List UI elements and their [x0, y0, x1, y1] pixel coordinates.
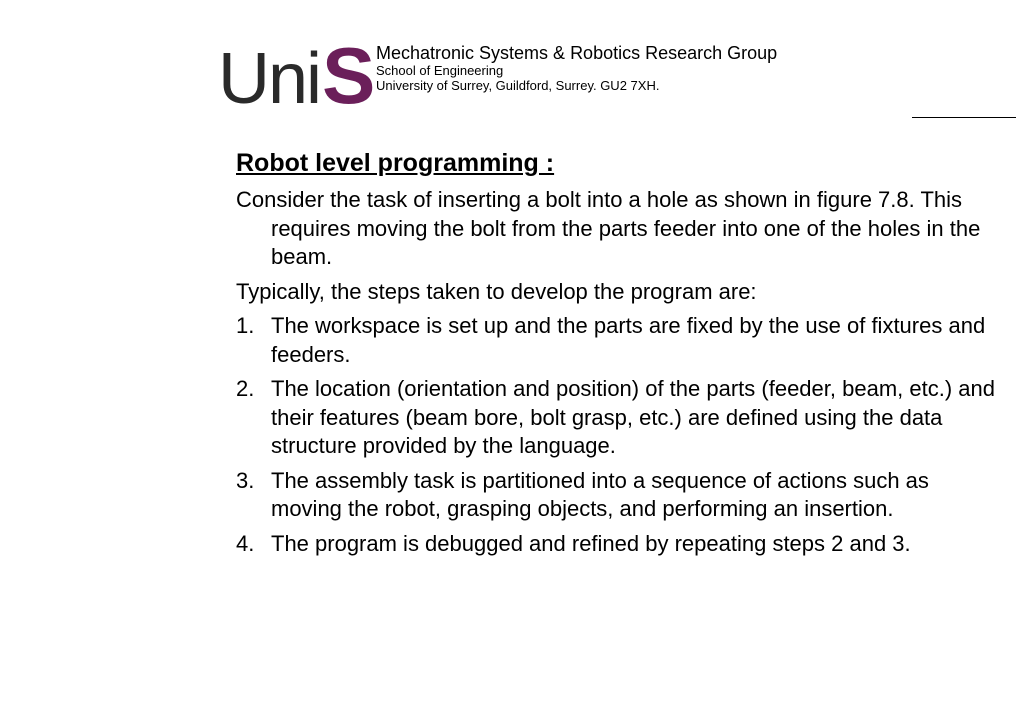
step-text: The workspace is set up and the parts are fixed by the use of fixtures and feeders. — [271, 313, 986, 367]
step-number: 3. — [236, 467, 255, 493]
list-item — [236, 375, 996, 461]
list-item — [236, 530, 996, 559]
unis-logo — [218, 31, 376, 120]
step-number: 1. — [236, 313, 255, 338]
university-address: University of Surrey, Guildford, Surrey. GU2 7XH. — [376, 77, 660, 93]
step-number: 2. — [236, 376, 255, 401]
slide-title: Robot level programming : — [236, 149, 555, 177]
logo-s-text: S — [322, 31, 376, 120]
step-text: The program is debugged and refined by repeating steps 2 and 3. — [271, 530, 911, 556]
step-text: The assembly task is partitioned into a sequence of actions such as moving the robot, grasping objects, and performing an insertion. — [271, 467, 929, 521]
slide-body — [236, 148, 996, 564]
header-info — [376, 43, 777, 94]
research-group-name: Mechatronic Systems & Robotics Research Group — [376, 43, 778, 63]
intro-paragraph: Consider the task of inserting a bolt into a hole as shown in figure 7.8. This requires moving the bolt from the parts feeder into one of the holes in the beam. — [236, 187, 981, 269]
step-text: The location (orientation and position) of the parts (feeder, beam, etc.) and their features (beam bore, bolt grasp, etc.) are defined using the data structure provided by the language. — [271, 376, 995, 458]
list-item — [236, 312, 996, 369]
step-number: 4. — [236, 530, 255, 556]
logo-uni-text: Uni — [218, 39, 321, 119]
list-item — [236, 467, 996, 524]
header-divider — [912, 117, 1016, 118]
school-name: School of Engineering — [376, 62, 504, 78]
steps-intro: Typically, the steps taken to develop the program are: — [236, 278, 757, 304]
